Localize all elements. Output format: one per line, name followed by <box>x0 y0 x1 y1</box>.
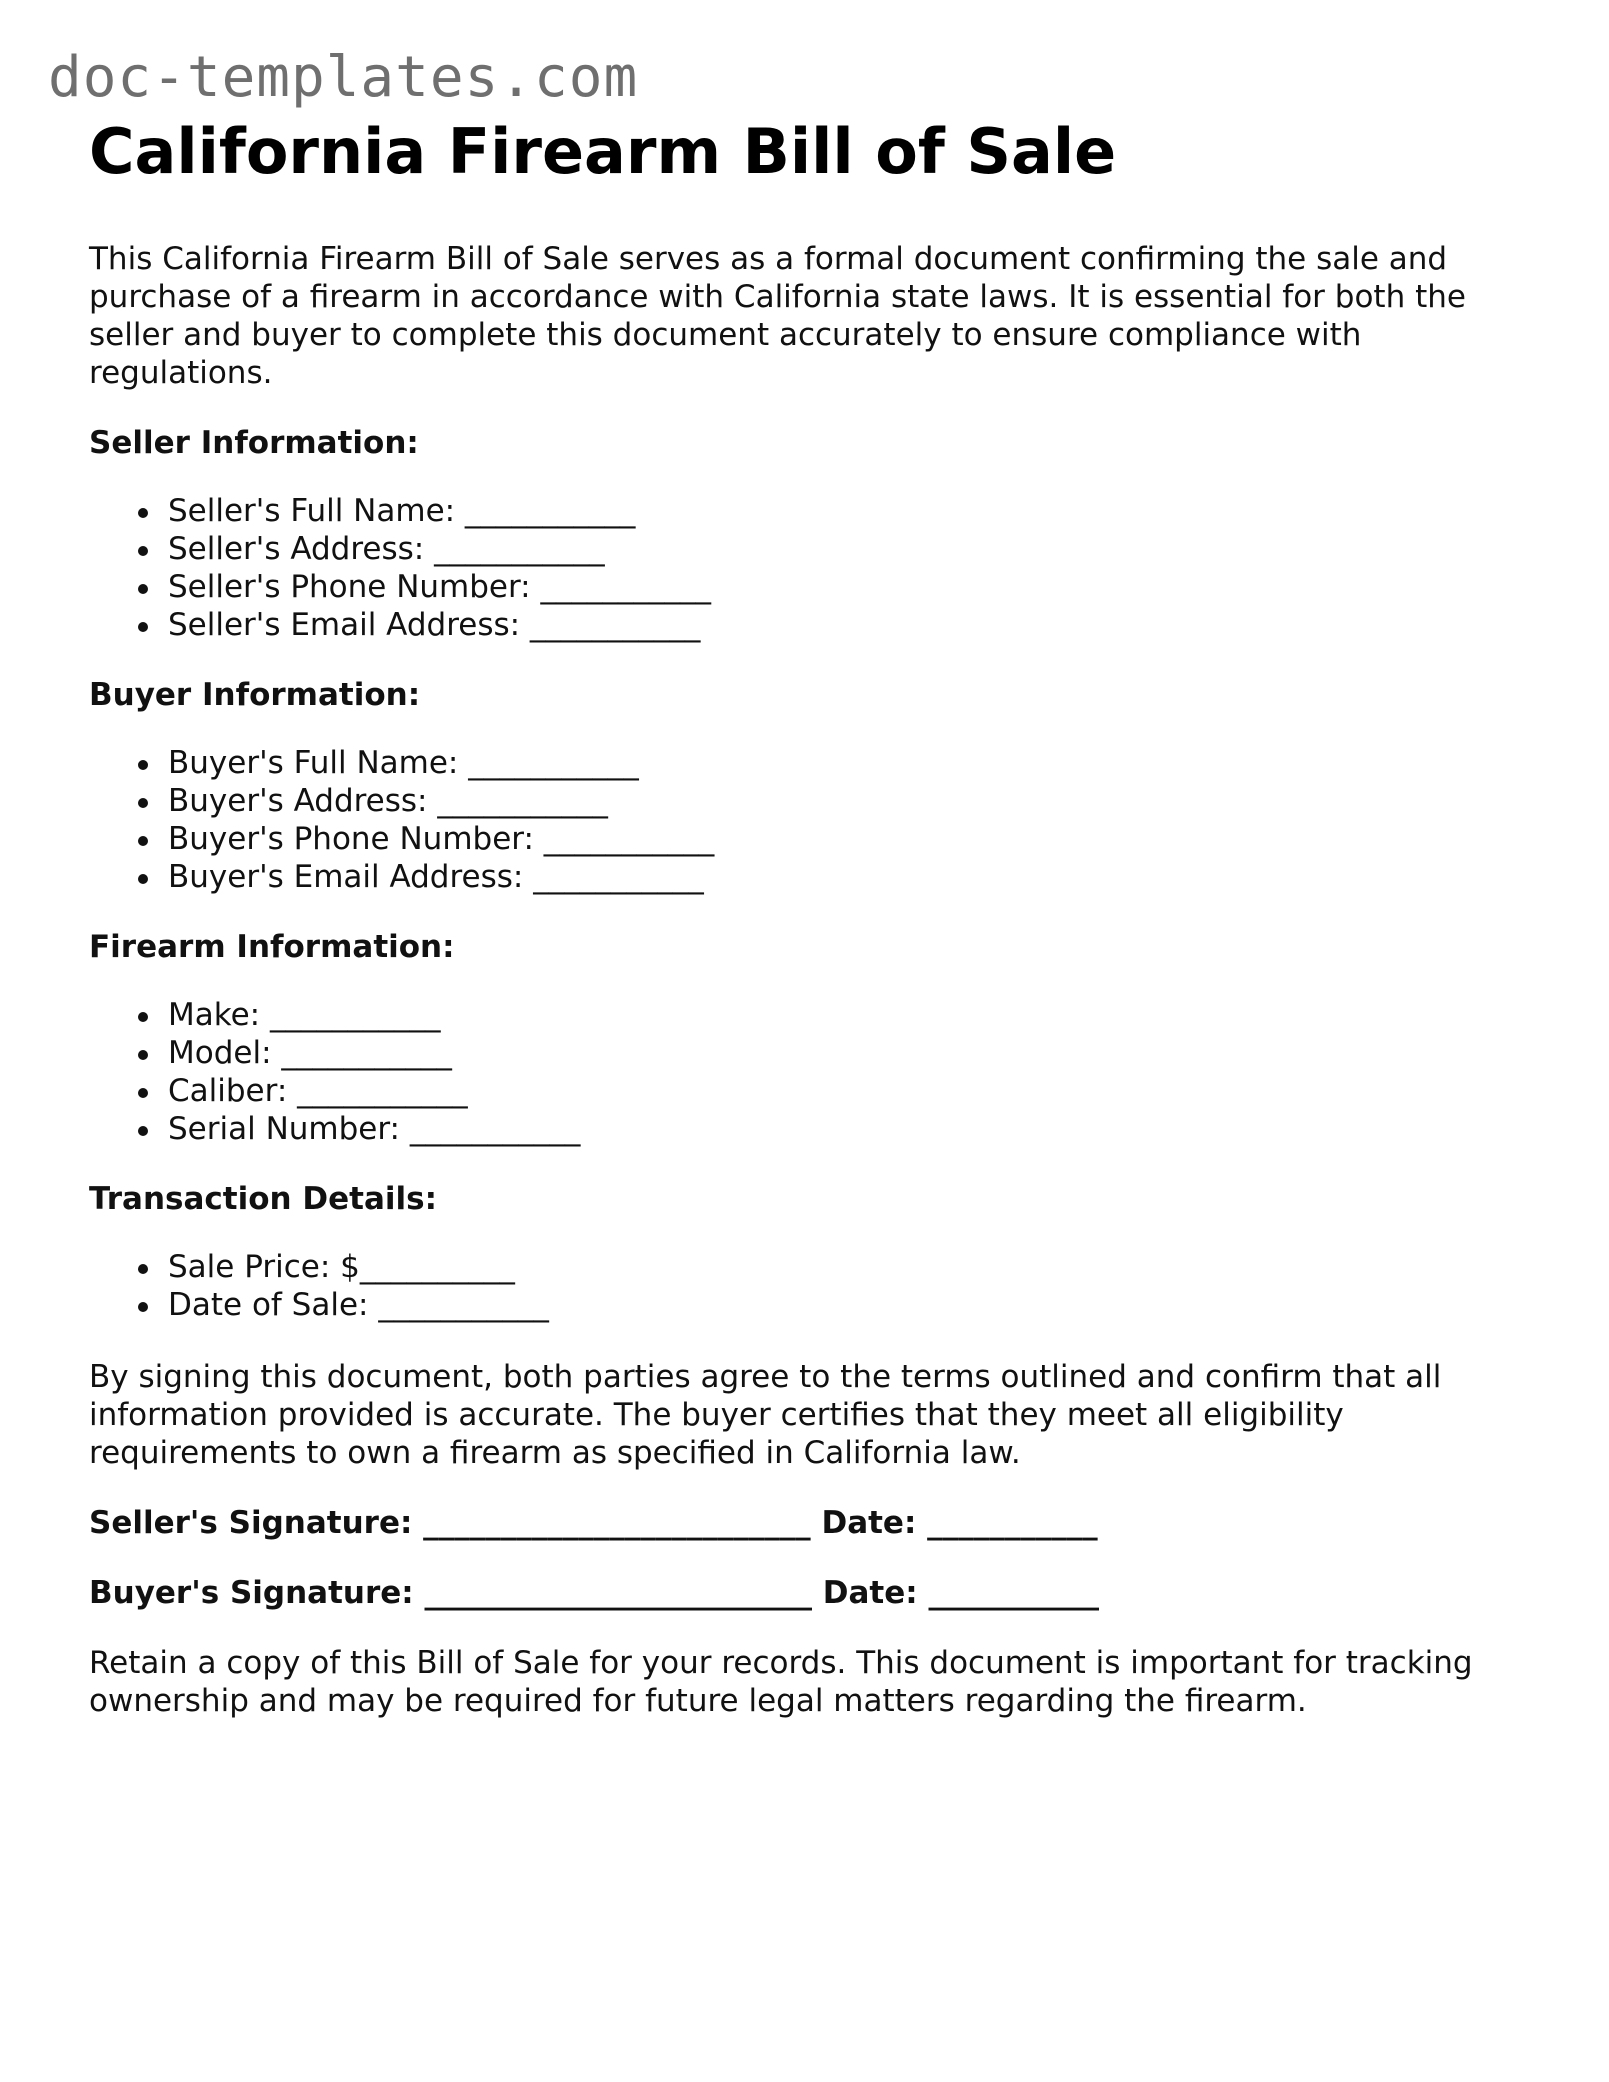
buyer-section-heading: Buyer Information: <box>89 677 421 713</box>
buyer-signature-line: Buyer's Signature: _________________________ Date: ___________ <box>89 1575 1099 1611</box>
seller-address-field: Seller's Address: ___________ <box>168 530 1529 568</box>
buyer-email-field: Buyer's Email Address: ___________ <box>168 858 1529 896</box>
seller-phone-field: Seller's Phone Number: ___________ <box>168 568 1529 606</box>
firearm-section-heading: Firearm Information: <box>89 929 455 965</box>
intro-paragraph: This California Firearm Bill of Sale serves as a formal document confirming the sale and purchase of a firearm in accordance with California state laws. It is essential for both the seller and buyer to complete this document accurately to ensure compliance with regulations. <box>89 241 1466 391</box>
transaction-section-heading: Transaction Details: <box>89 1181 437 1217</box>
date-of-sale-field: Date of Sale: ___________ <box>168 1286 1529 1324</box>
buyer-phone-field: Buyer's Phone Number: ___________ <box>168 820 1529 858</box>
transaction-details-list <box>89 1248 1529 1324</box>
agreement-paragraph: By signing this document, both parties agree to the terms outlined and confirm that all information provided is accurate. The buyer certifies that they meet all eligibility requirements to own a firearm as specified in California law. <box>89 1359 1442 1471</box>
firearm-model-field: Model: ___________ <box>168 1034 1529 1072</box>
firearm-info-list <box>89 996 1529 1148</box>
seller-signature-line: Seller's Signature: _________________________ Date: ___________ <box>89 1505 1098 1541</box>
sale-price-field: Sale Price: $__________ <box>168 1248 1529 1286</box>
seller-section-heading: Seller Information: <box>89 425 419 461</box>
document-page <box>89 112 1529 1720</box>
seller-email-field: Seller's Email Address: ___________ <box>168 606 1529 644</box>
buyer-full-name-field: Buyer's Full Name: ___________ <box>168 744 1529 782</box>
firearm-make-field: Make: ___________ <box>168 996 1529 1034</box>
retain-copy-paragraph: Retain a copy of this Bill of Sale for your records. This document is important for tracking ownership and may be required for future legal matters regarding the firearm. <box>89 1645 1473 1719</box>
watermark-text: doc-templates.com <box>48 45 639 110</box>
document-title: California Firearm Bill of Sale <box>89 115 1117 188</box>
buyer-address-field: Buyer's Address: ___________ <box>168 782 1529 820</box>
buyer-info-list <box>89 744 1529 896</box>
firearm-serial-field: Serial Number: ___________ <box>168 1110 1529 1148</box>
seller-full-name-field: Seller's Full Name: ___________ <box>168 492 1529 530</box>
seller-info-list <box>89 492 1529 644</box>
firearm-caliber-field: Caliber: ___________ <box>168 1072 1529 1110</box>
